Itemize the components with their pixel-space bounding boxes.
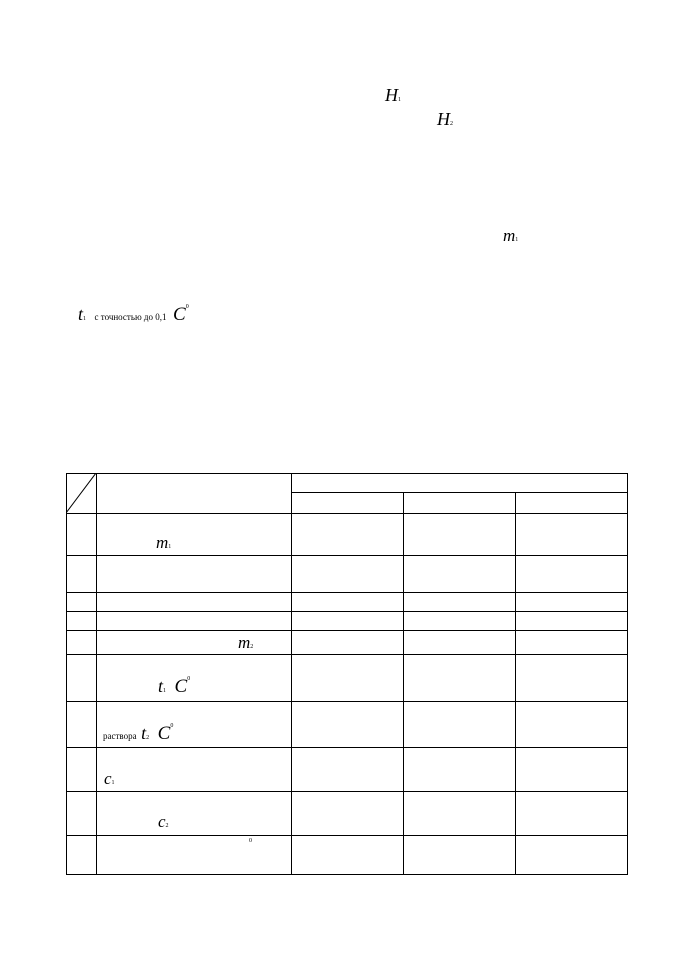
row-m1-sub: 1 bbox=[168, 544, 172, 550]
row-t1-var: t bbox=[158, 676, 164, 696]
row-last-sup bbox=[249, 838, 252, 856]
row-last-sup-text: 0 bbox=[249, 838, 252, 844]
measure-text: с точностью до 0,1 bbox=[94, 312, 167, 322]
row-t1-unit: C bbox=[174, 676, 188, 697]
data-table bbox=[66, 473, 628, 875]
row-c1 bbox=[104, 769, 115, 789]
row-t2-sub: 2 bbox=[146, 735, 150, 741]
row-t2-prefix: раствора bbox=[103, 731, 137, 741]
row-m2 bbox=[238, 633, 253, 653]
corner-diagonal bbox=[66, 473, 96, 513]
row-c2-var: c bbox=[158, 812, 166, 831]
formula-m1-sub: 1 bbox=[515, 237, 519, 243]
row-t1-unit-sup: 0 bbox=[187, 676, 191, 682]
measure-unit-sup: 0 bbox=[185, 304, 189, 310]
formula-h2 bbox=[437, 109, 453, 130]
row-t2-unit-sup: 0 bbox=[170, 723, 174, 729]
measure-t-var: t bbox=[78, 304, 84, 324]
formula-h1 bbox=[385, 85, 401, 106]
formula-m1-var: m bbox=[503, 226, 516, 245]
measure-unit: C bbox=[173, 304, 186, 325]
formula-h2-sub: 2 bbox=[450, 121, 453, 127]
row-t2-var: t bbox=[141, 723, 147, 743]
row-t1 bbox=[158, 676, 190, 698]
row-m2-sub: 2 bbox=[250, 644, 254, 650]
row-t2-unit: C bbox=[157, 723, 171, 744]
formula-h2-var: H bbox=[437, 109, 450, 129]
row-c2-sub: 2 bbox=[165, 823, 169, 829]
formula-h1-sub: 1 bbox=[398, 97, 401, 103]
measure-t-sub: 1 bbox=[83, 316, 87, 322]
measure-line bbox=[78, 304, 189, 326]
row-t1-sub: 1 bbox=[163, 688, 167, 694]
row-m2-var: m bbox=[238, 633, 251, 652]
row-t2 bbox=[103, 723, 173, 745]
row-c1-sub: 1 bbox=[111, 780, 115, 786]
row-m1 bbox=[156, 533, 171, 553]
row-m1-var: m bbox=[156, 533, 169, 552]
row-c1-var: c bbox=[104, 769, 112, 788]
row-c2 bbox=[158, 812, 169, 832]
formula-h1-var: H bbox=[385, 85, 398, 105]
formula-m1-top bbox=[503, 226, 518, 246]
